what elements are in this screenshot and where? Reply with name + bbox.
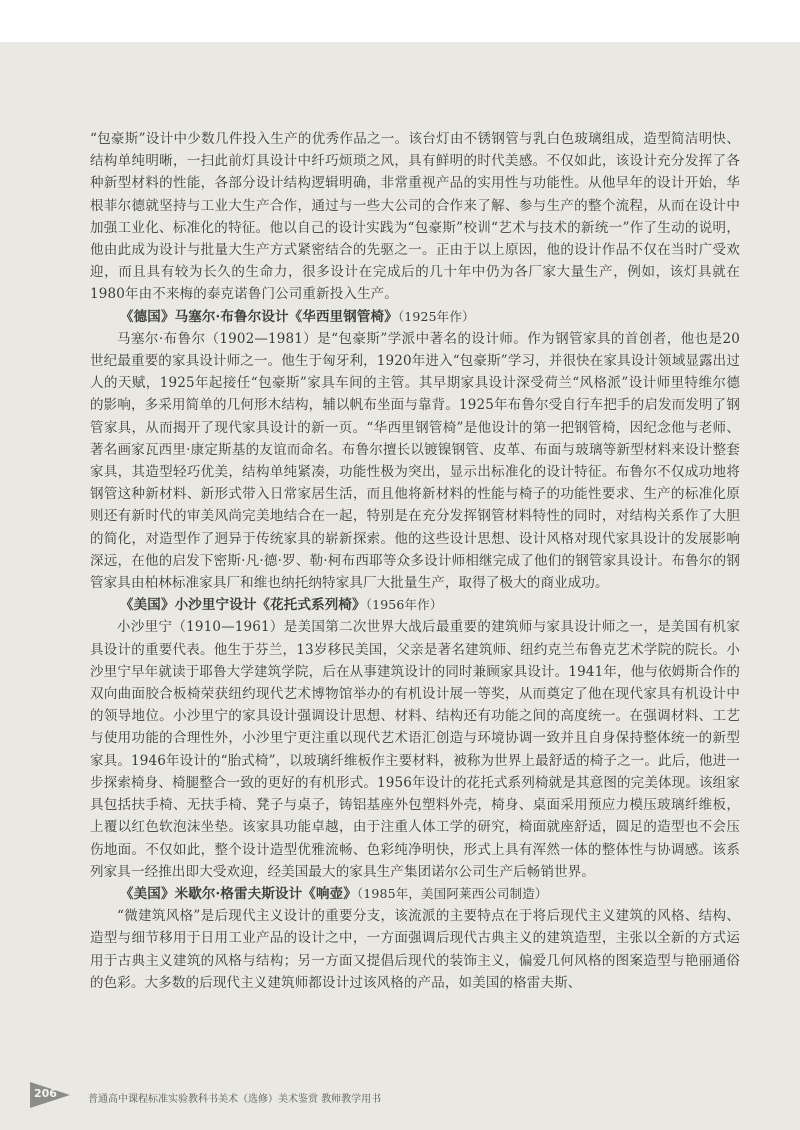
heading-year: （1956年作） [365, 597, 443, 613]
paragraph-breuer: 马塞尔·布鲁尔（1902—1981）是“包豪斯”学派中著名的设计师。作为钢管家具的首创者，他也是20世纪最重要的家具设计师之一。他生于匈牙利，1920年进入“包豪斯”学习，并很快在家具设计领域显露出过人的天赋，1925年起接任“包豪斯”家具车间的主管。其早期家具设计深受荷兰“风格派”设计师里特维尔德的影响，多采用简单的几何形木结构，辅以帆布坐面与靠背。1925年布鲁尔受自行车把手的启发而发明了钢管家具，从而揭开了现代家具设计的新一页。“华西里钢管椅”是他设计的第一把钢管椅，因纪念他与老师、著名画家瓦西里·康定斯基的友谊而命名。布鲁尔擅长以镀镍钢管、皮革、布面与玻璃等新型材料来设计整套家具，其造型轻巧优美，结构单纯紧凑，功能性极为突出，显示出标准化的设计特征。布鲁尔不仅成功地将钢管这种新材料、新形式带入日常家居生活，而且他将新材料的性能与椅子的功能性要求、生产的标准化原则还有新时代的审美风尚完美地结合在一起，特别是在充分发挥钢管材料特性的同时，对结构关系作了大胆的简化，对造型作了迥异于传统家具的崭新探索。他的这些设计思想、设计风格对现代家具设计的发展影响深远，在他的启发下密斯·凡·德·罗、勒·柯布西耶等众多设计师相继完成了他们的钢管家具设计。布鲁尔的钢管家具由柏林标准家具厂和维也纳托纳特家具厂大批量生产，取得了极大的商业成功。 [90, 330, 740, 592]
heading-year: （1925年作） [397, 308, 475, 324]
page-footer [30, 1082, 750, 1108]
section-heading-graves [90, 883, 740, 905]
paragraph-continued: “包豪斯”设计中少数几件投入生产的优秀作品之一。该台灯由不锈钢管与乳白色玻璃组成，造型简洁明快、结构单纯明晰，一扫此前灯具设计中纤巧烦琐之风，具有鲜明的时代美感。不仅如此，该设计充分发挥了各种新型材料的性能，各部分设计结构逻辑明确，非常重视产品的实用性与功能性。从他早年的设计开始，华根菲尔德就坚持与工业大生产合作，通过与一些大公司的合作来了解、参与生产的整个流程，从而在设计中加强工业化、标准化的特征。他以自己的设计实践为“包豪斯”校训“艺术与技术的新统一”作了生动的说明，他由此成为设计与批量大生产方式紧密结合的先驱之一。正由于以上原因，他的设计作品不仅在当时广受欢迎，而且具有较为长久的生命力，很多设计在完成后的几十年中仍为各厂家大量生产，例如，该灯具就在1980年由不来梅的泰克诺鲁门公司重新投入生产。 [90, 131, 740, 303]
body-text [90, 128, 740, 994]
section-heading-saarinen [90, 594, 740, 616]
heading-title: 《美国》米歇尔·格雷夫斯设计《响壶》 [120, 885, 357, 902]
scanned-page [0, 42, 800, 1130]
paragraph-graves: “微建筑风格”是后现代主义设计的重要分支，该流派的主要特点在于将后现代主义建筑的风格、结构、造型与细节移用于日用工业产品的设计之中，一方面强调后现代古典主义的建筑造型，主张以全新的方式运用于古典主义建筑的风格与结构；另一方面又提倡后现代的装饰主义，偏爱几何风格的图案造型与艳丽通俗的色彩。大多数的后现代主义建筑师都设计过该风格的产品，如美国的格雷夫斯、 [90, 908, 740, 991]
page-number: 206 [34, 1087, 57, 1100]
section-heading-breuer [90, 306, 740, 328]
book-title: 普通高中课程标准实验教科书美术（选修）美术鉴赏 教师教学用书 [88, 1094, 382, 1105]
heading-title: 《德国》马塞尔·布鲁尔设计《华西里钢管椅》 [120, 308, 398, 325]
heading-title: 《美国》小沙里宁设计《花托式系列椅》 [120, 597, 366, 614]
paragraph-saarinen: 小沙里宁（1910—1961）是美国第二次世界大战后最重要的建筑师与家具设计师之一，是美国有机家具设计的重要代表。他生于芬兰，13岁移民美国，父亲是著名建筑师、纽约克兰布鲁克艺术学院的院长。小沙里宁早年就读于耶鲁大学建筑学院，后在从事建筑设计的同时兼顾家具设计。1941年，他与依姆斯合作的双向曲面胶合板椅荣获纽约现代艺术博物馆举办的有机设计展一等奖，从而奠定了他在现代家具有机设计中的领导地位。小沙里宁的家具设计强调设计思想、材料、结构还有功能之间的高度统一。在强调材料、工艺与使用功能的合理性外，小沙里宁更注重以现代艺术语汇创造与环境协调一致并且自身保持整体统一的新型家具。1946年设计的“胎式椅”，以玻璃纤维板作主要材料，被称为世界上最舒适的椅子之一。此后，他进一步探索椅身、椅腿整合一致的更好的有机形式。1956年设计的花托式系列椅就是其意图的完美体现。该组家具包括扶手椅、无扶手椅、凳子与桌子，铸铝基座外包塑料外壳，椅身、桌面采用预应力模压玻璃纤维板，上覆以红色软泡沫坐垫。该家具功能卓越，由于注重人体工学的研究，椅面就座舒适，圆足的造型也不会压伤地面。不仅如此，整个设计造型优雅流畅、色彩纯净明快，形式上具有浑然一体的整体性与协调感。该系列家具一经推出即大受欢迎，经美国最大的家具生产集团诺尔公司生产后畅销世界。 [90, 619, 740, 880]
heading-year: （1985年，美国阿莱西公司制造） [356, 885, 548, 901]
